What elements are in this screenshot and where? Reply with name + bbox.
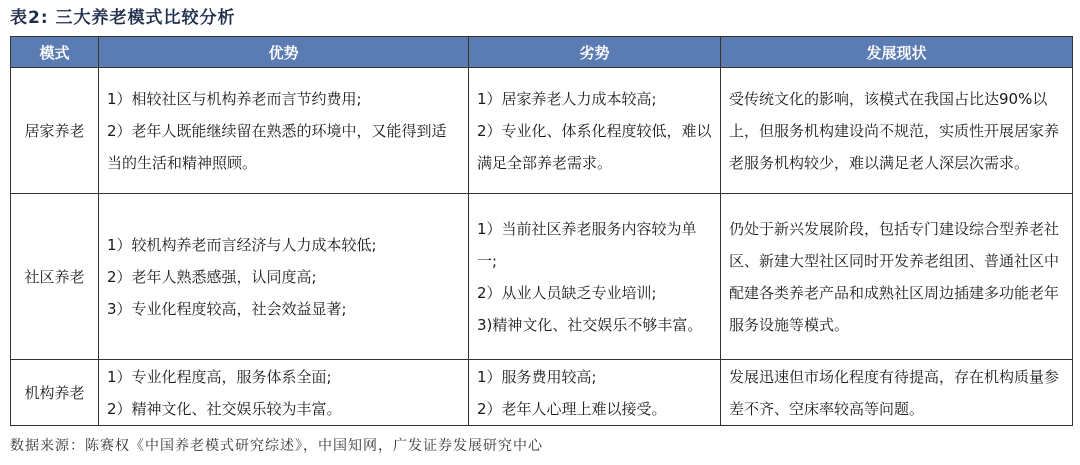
table-title: 表2: 三大养老模式比较分析 [10, 8, 236, 28]
advantage-item: 3）专业化程度较高，社会效益显著; [107, 299, 347, 318]
disadvantage-item: 1）当前社区养老服务内容较为单一; [477, 219, 697, 270]
disadvantage-item: 1）服务费用较高; [477, 367, 597, 386]
table-row [11, 194, 1073, 360]
advantage-item: 2）老年人熟悉感强，认同度高; [107, 267, 317, 286]
disadvantage-item: 2）老年人心理上难以接受。 [477, 399, 667, 418]
status-cell: 受传统文化的影响，该模式在我国占比达90%以上，但服务机构建设尚不规范，实质性开展居家养老服务机构较少，难以满足老人深层次需求。 [721, 68, 1073, 194]
advantages-cell [99, 194, 469, 360]
disadvantage-item: 3)精神文化、社交娱乐不够丰富。 [477, 315, 703, 334]
table-row [11, 360, 1073, 426]
status-cell: 发展迅速但市场化程度有待提高，存在机构质量参差不齐、空床率较高等问题。 [721, 360, 1073, 426]
comparison-table [10, 36, 1073, 426]
model-cell: 社区养老 [11, 194, 99, 360]
header-model: 模式 [11, 37, 99, 68]
header-disadvantages: 劣势 [469, 37, 721, 68]
disadvantage-item: 2）专业化、体系化程度较低，难以满足全部养老需求。 [477, 121, 712, 172]
advantage-item: 2）老年人既能继续留在熟悉的环境中，又能得到适当的生活和精神照顾。 [107, 121, 447, 172]
advantages-cell [99, 68, 469, 194]
advantage-item: 1）较机构养老而言经济与人力成本较低; [107, 235, 377, 254]
source-note: 数据来源：陈赛权《中国养老模式研究综述》，中国知网，广发证券发展研究中心 [10, 438, 543, 454]
advantages-cell [99, 360, 469, 426]
header-status: 发展现状 [721, 37, 1073, 68]
disadvantages-cell [469, 360, 721, 426]
table-header-row [11, 37, 1073, 68]
advantage-item: 1）相较社区与机构养老而言节约费用; [107, 89, 362, 108]
disadvantages-cell [469, 194, 721, 360]
model-cell: 机构养老 [11, 360, 99, 426]
status-cell: 仍处于新兴发展阶段，包括专门建设综合型养老社区、新建大型社区同时开发养老组团、普通社区中配建各类养老产品和成熟社区周边插建多功能老年服务设施等模式。 [721, 194, 1073, 360]
disadvantage-item: 2）从业人员缺乏专业培训; [477, 283, 657, 302]
model-cell: 居家养老 [11, 68, 99, 194]
header-advantages: 优势 [99, 37, 469, 68]
advantage-item: 2）精神文化、社交娱乐较为丰富。 [107, 399, 342, 418]
disadvantages-cell [469, 68, 721, 194]
advantage-item: 1）专业化程度高，服务体系全面; [107, 367, 332, 386]
table-row [11, 68, 1073, 194]
disadvantage-item: 1）居家养老人力成本较高; [477, 89, 657, 108]
